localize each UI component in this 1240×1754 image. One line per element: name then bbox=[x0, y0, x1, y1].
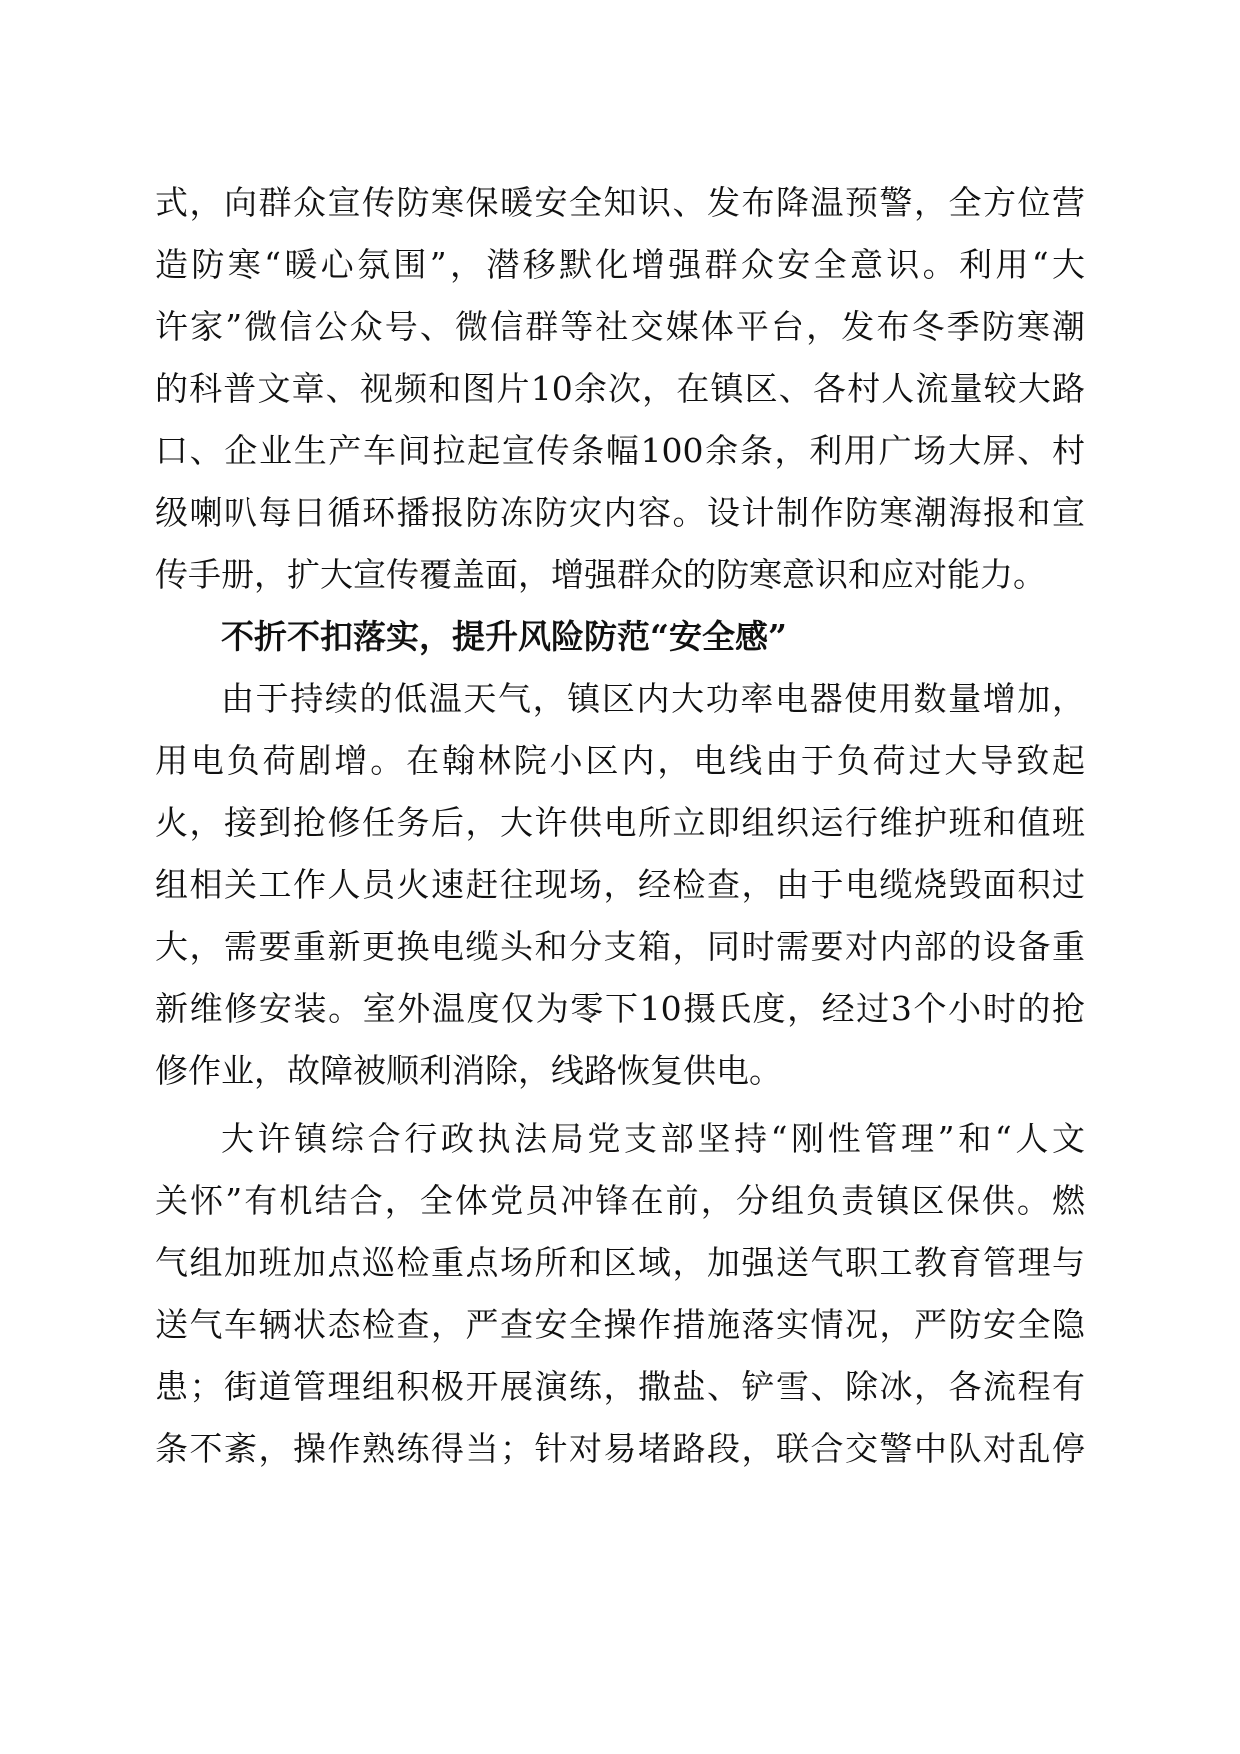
text-line: 大许镇综合行政执法局党支部坚持“刚性管理”和“人文 bbox=[221, 1119, 1085, 1158]
text-line: 气组加班加点巡检重点场所和区域，加强送气职工教育管理与 bbox=[155, 1243, 1085, 1282]
paragraph-3 bbox=[155, 1108, 1085, 1480]
text-line: 组相关工作人员火速赶往现场，经检查，由于电缆烧毁面积过 bbox=[155, 865, 1085, 904]
paragraph-1 bbox=[155, 172, 1085, 606]
text-line: 口、企业生产车间拉起宣传条幅100余条，利用广场大屏、村 bbox=[155, 431, 1085, 470]
text-line: 关怀”有机结合，全体党员冲锋在前，分组负责镇区保供。燃 bbox=[155, 1181, 1085, 1220]
text-line: 由于持续的低温天气，镇区内大功率电器使用数量增加， bbox=[221, 679, 1085, 718]
text-line: 修作业，故障被顺利消除，线路恢复供电。 bbox=[155, 1051, 782, 1090]
text-line: 送气车辆状态检查，严查安全操作措施落实情况，严防安全隐 bbox=[155, 1305, 1085, 1344]
text-line: 大，需要重新更换电缆头和分支箱，同时需要对内部的设备重 bbox=[155, 927, 1085, 966]
document-page bbox=[155, 172, 1085, 1480]
text-line: 造防寒“暖心氛围”，潜移默化增强群众安全意识。利用“大 bbox=[155, 245, 1085, 284]
text-line: 用电负荷剧增。在翰林院小区内，电线由于负荷过大导致起 bbox=[155, 741, 1085, 780]
text-line: 火，接到抢修任务后，大许供电所立即组织运行维护班和值班 bbox=[155, 803, 1085, 842]
paragraph-2 bbox=[155, 668, 1085, 1102]
section-heading: 不折不扣落实，提升风险防范“安全感” bbox=[221, 617, 787, 656]
text-line: 患；街道管理组积极开展演练，撒盐、铲雪、除冰，各流程有 bbox=[155, 1367, 1085, 1406]
text-line: 传手册，扩大宣传覆盖面，增强群众的防寒意识和应对能力。 bbox=[155, 555, 1046, 594]
text-line: 的科普文章、视频和图片10余次，在镇区、各村人流量较大路 bbox=[155, 369, 1085, 408]
text-line: 许家”微信公众号、微信群等社交媒体平台，发布冬季防寒潮 bbox=[155, 307, 1085, 346]
text-line: 新维修安装。室外温度仅为零下10摄氏度，经过3个小时的抢 bbox=[155, 989, 1085, 1028]
text-line: 条不紊，操作熟练得当；针对易堵路段，联合交警中队对乱停 bbox=[155, 1429, 1085, 1468]
text-line: 式，向群众宣传防寒保暖安全知识、发布降温预警，全方位营 bbox=[155, 183, 1085, 222]
text-line: 级喇叭每日循环播报防冻防灾内容。设计制作防寒潮海报和宣 bbox=[155, 493, 1085, 532]
